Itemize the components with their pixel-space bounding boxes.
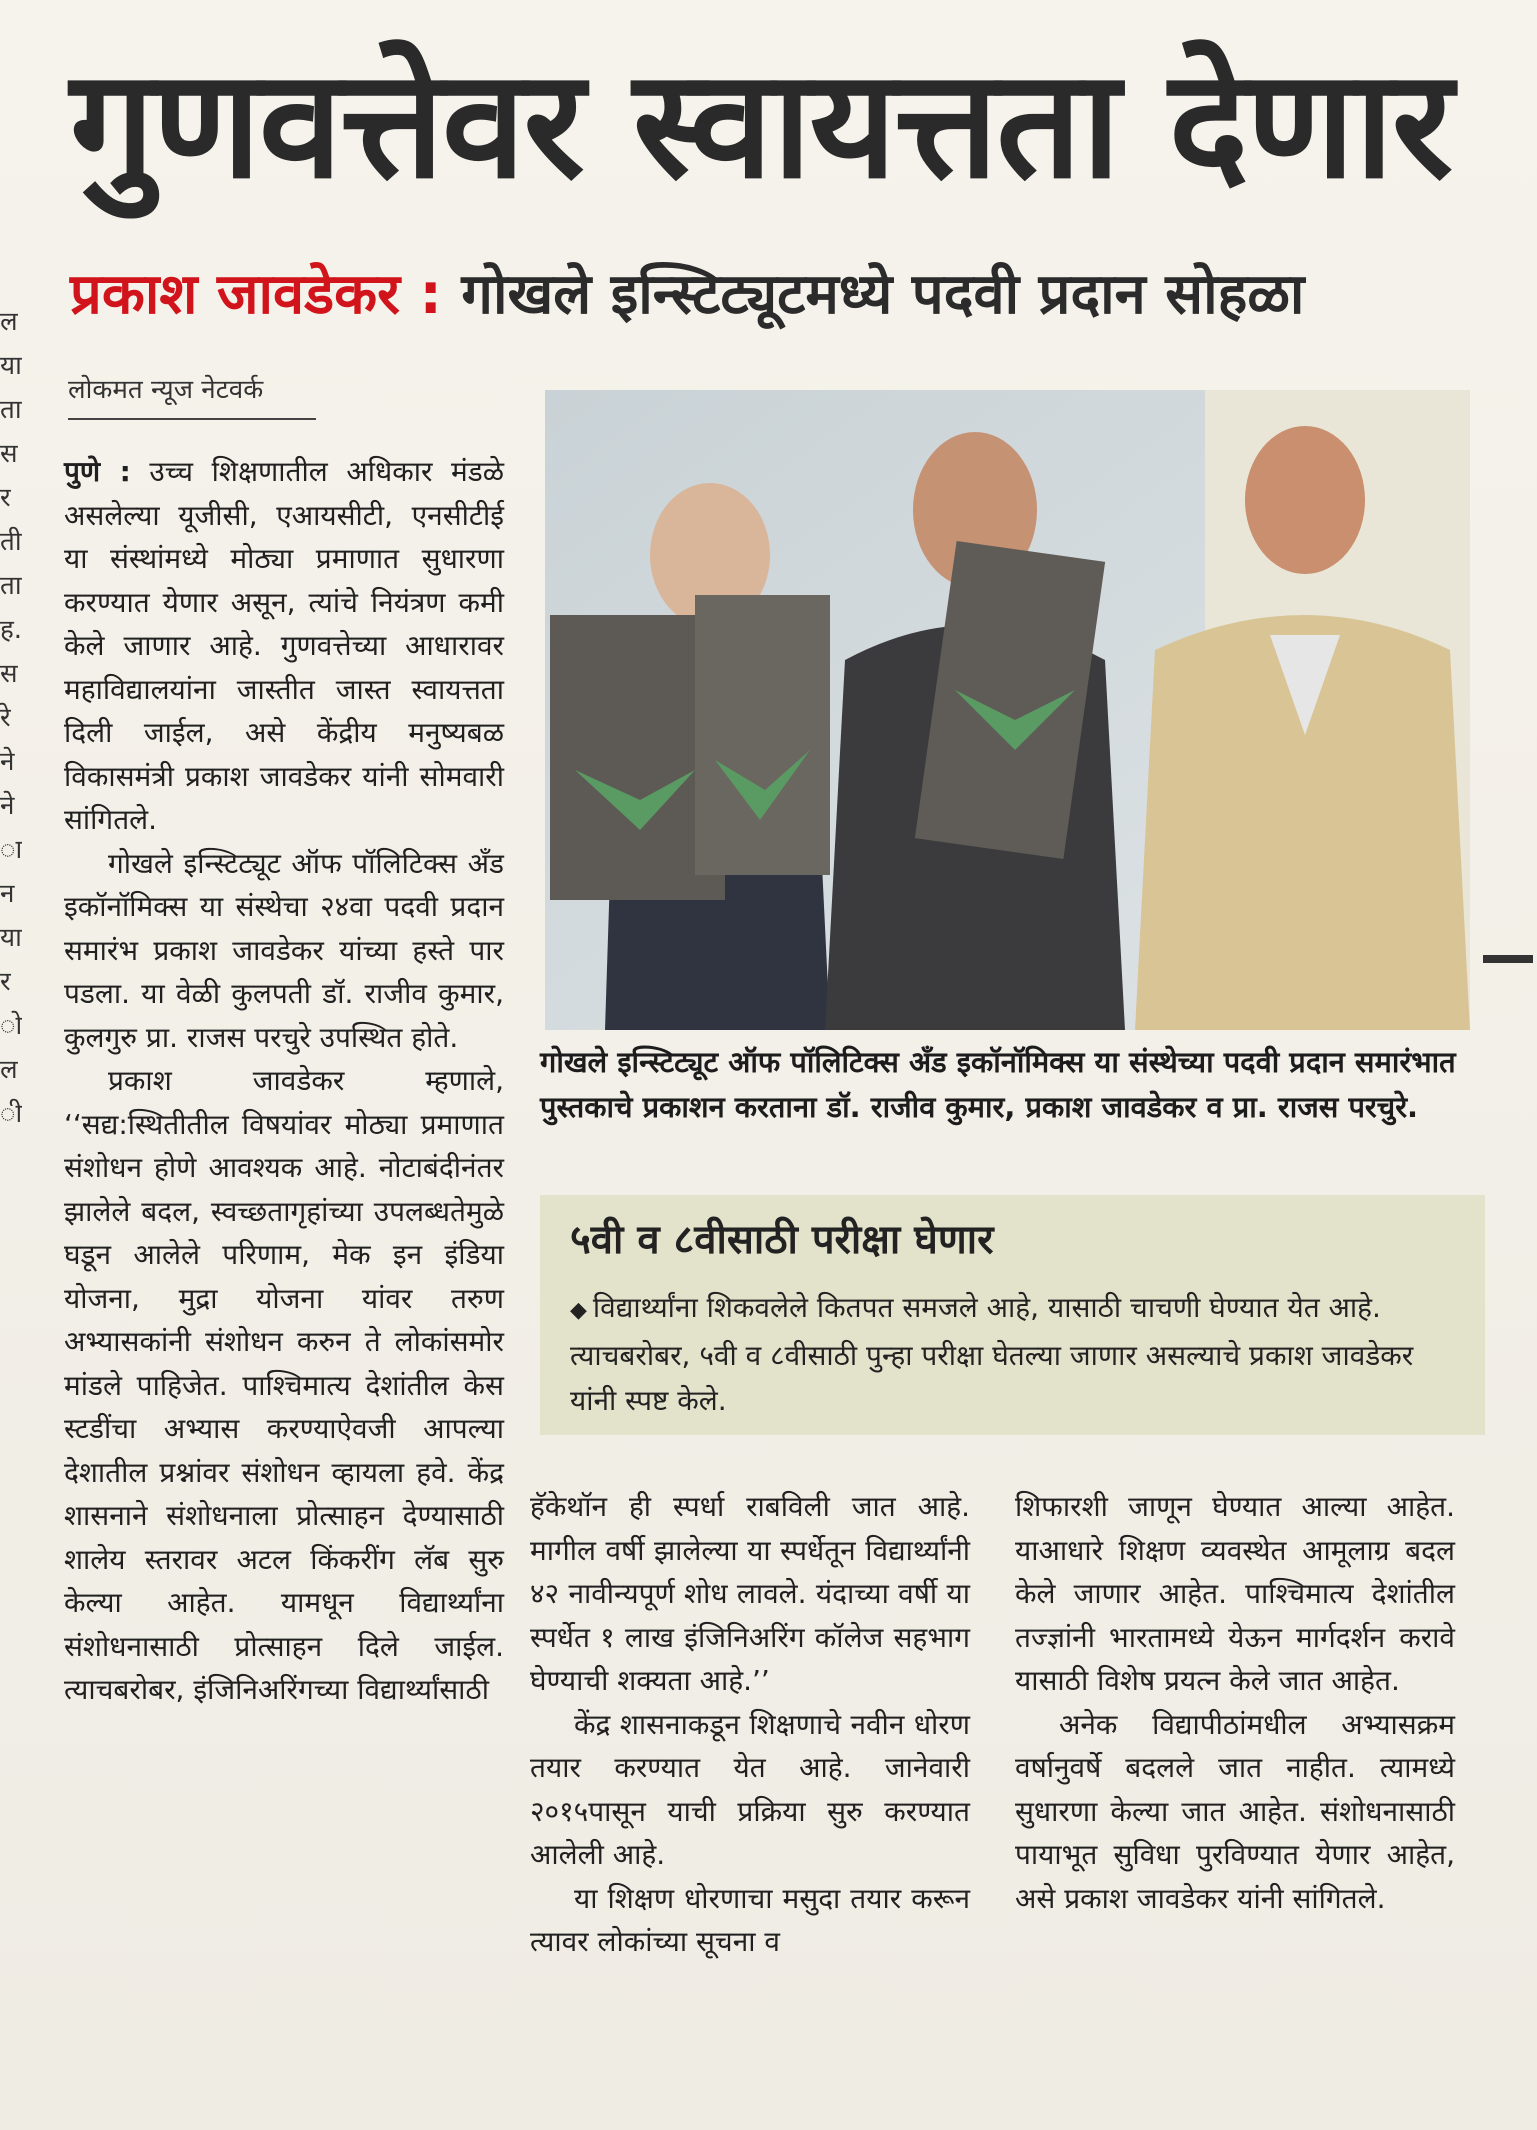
edge-fragment: रे <box>0 703 11 733</box>
sidebar-box <box>540 1195 1485 1435</box>
paragraph-3: प्रकाश जावडेकर म्हणाले, ‘‘सद्य:स्थितीतील विषयांवर मोठ्या प्रमाणात संशोधन होणे आवश्यक आहे. नोटाबंदीनंतर झालेले बदल, स्वच्छतागृहांच्या उपलब्धतेमुळे घडून आलेले परिणाम, मेक इन इंडिया योजना, मुद्रा योजना यांवर तरुण अभ्यासकांनी संशोधन करुन ते लोकांसमोर मांडले पाहिजेत. पाश्चिमात्य देशांतील केस स्टडींचा अभ्यास करण्याऐवजी आपल्या देशातील प्रश्नांवर संशोधन व्हायला हवे. केंद्र शासनाने संशोधनाला प्रोत्साहन देण्यासाठी शालेय स्तरावर अटल किंकरींग लॅब सुरु केल्या आहेत. यामधून विद्यार्थ्यांना संशोधनासाठी प्रोत्साहन दिले जाईल. त्याचबरोबर, इंजिनिअरिंगच्या विद्यार्थ्यांसाठी <box>64 1064 504 1706</box>
edge-fragment: ता <box>0 571 22 601</box>
edge-fragment: स <box>0 659 18 689</box>
mid-paragraph-3: या शिक्षण धोरणाचा मसुदा तयार करून त्यावर लोकांच्या सूचना व <box>530 1881 970 1958</box>
box-body: ◆ विद्यार्थ्यांना शिकवलेले कितपत समजले आहे, यासाठी चाचणी घेण्यात येत आहे. त्याचबरोबर, ५वी व ८वीसाठी पुन्हा परीक्षा घेतल्या जाणार असल्याचे प्रकाश जावडेकर यांनी स्पष्ट केले. <box>570 1291 1414 1417</box>
byline-rule <box>68 418 316 420</box>
box-title: ५वी व ८वीसाठी परीक्षा घेणार <box>570 1217 994 1263</box>
edge-fragment: ती <box>0 527 22 557</box>
paragraph-1: पुणे : उच्च शिक्षणातील अधिकार मंडळे असलेल्या यूजीसी, एआयसीटी, एनसीटीई या संस्थांमध्ये मोठ्या प्रमाणात सुधारणा करण्यात येणार असून, त्यांचे नियंत्रण कमी केले जाणार आहे. गुणवत्तेच्या आधारावर महाविद्यालयांना जास्तीत जास्त स्वायत्तता दिली जाईल, असे केंद्रीय मनुष्यबळ विकासमंत्री प्रकाश जावडेकर यांनी सोमवारी सांगितले. <box>64 455 505 836</box>
diamond-bullet-icon: ◆ <box>570 1298 587 1323</box>
headline: गुणवत्तेवर स्वायत्तता देणार <box>70 38 1452 212</box>
event-photo <box>545 390 1470 1030</box>
edge-fragment: र <box>0 967 11 997</box>
mid-paragraph-2: केंद्र शासनाकडून शिक्षणाचे नवीन धोरण तयार करण्यात येत आहे. जानेवारी २०१५पासून याची प्रक्रिया सुरु करण्यात आलेली आहे. <box>530 1707 970 1871</box>
photo-illustration <box>545 390 1470 1030</box>
byline: लोकमत न्यूज नेटवर्क <box>68 375 264 405</box>
dateline: पुणे : <box>64 455 131 488</box>
subheadline <box>70 250 1490 340</box>
edge-fragment: स <box>0 439 18 469</box>
left-edge-fragments <box>0 300 22 1200</box>
edge-fragment: ल <box>0 307 18 337</box>
edge-fragment: ह. <box>0 615 22 645</box>
photo-caption: गोखले इन्स्टिट्यूट ऑफ पॉलिटिक्स अँड इकॉनॉमिक्स या संस्थेच्या पदवी प्रदान समारंभात पुस्तकाचे प्रकाशन करताना डॉ. राजीव कुमार, प्रकाश जावडेकर व प्रा. राजस परचुरे. <box>540 1045 1456 1124</box>
mid-paragraph-1: हॅकेथॉन ही स्पर्धा राबविली जात आहे. मागील वर्षी झालेल्या या स्पर्धेतून विद्यार्थ्यांनी ४२ नावीन्यपूर्ण शोध लावले. यंदाच्या वर्षी या स्पर्धेत १ लाख इंजिनिअरिंग कॉलेज सहभाग घेण्याची शक्यता आहे.’’ <box>530 1490 970 1697</box>
margin-mark <box>1483 955 1533 963</box>
right-column <box>1015 1485 1455 2105</box>
edge-fragment: न <box>0 879 15 909</box>
edge-fragment: ा <box>0 835 22 865</box>
edge-fragment: ने <box>0 791 15 821</box>
edge-fragment: ी <box>0 1099 22 1129</box>
edge-fragment: ो <box>0 1011 22 1041</box>
edge-fragment: ल <box>0 1055 18 1085</box>
left-column <box>64 450 504 2110</box>
edge-fragment: र <box>0 483 11 513</box>
edge-fragment: ने <box>0 747 15 777</box>
subhead-text: गोखले इन्स्टिट्यूटमध्ये पदवी प्रदान सोहळा <box>441 262 1305 327</box>
edge-fragment: या <box>0 923 22 953</box>
paragraph-2: गोखले इन्स्टिट्यूट ऑफ पॉलिटिक्स अँड इकॉनॉमिक्स या संस्थेचा २४वा पदवी प्रदान समारंभ प्रकाश जावडेकर यांच्या हस्ते पार पडला. या वेळी कुलपती डॉ. राजीव कुमार, कुलगुरु प्रा. राजस परचुरे उपस्थित होते. <box>64 846 504 1054</box>
edge-fragment: या <box>0 351 22 381</box>
right-paragraph-1: शिफारशी जाणून घेण्यात आल्या आहेत. याआधारे शिक्षण व्यवस्थेत आमूलाग्र बदल केले जाणार आहेत. पाश्चिमात्य देशांतील तज्ज्ञांनी भारतामध्ये येऊन मार्गदर्शन करावे यासाठी विशेष प्रयत्न केले जात आहेत. <box>1015 1490 1455 1697</box>
middle-column <box>530 1485 970 2105</box>
edge-fragment: ता <box>0 395 22 425</box>
subhead-name: प्रकाश जावडेकर : <box>70 262 442 327</box>
right-paragraph-2: अनेक विद्यापीठांमधील अभ्यासक्रम वर्षानुवर्षे बदलले जात नाहीत. त्यामध्ये सुधारणा केल्या जात आहेत. संशोधनासाठी पायाभूत सुविधा पुरविण्यात येणार आहेत, असे प्रकाश जावडेकर यांनी सांगितले. <box>1015 1707 1455 1915</box>
